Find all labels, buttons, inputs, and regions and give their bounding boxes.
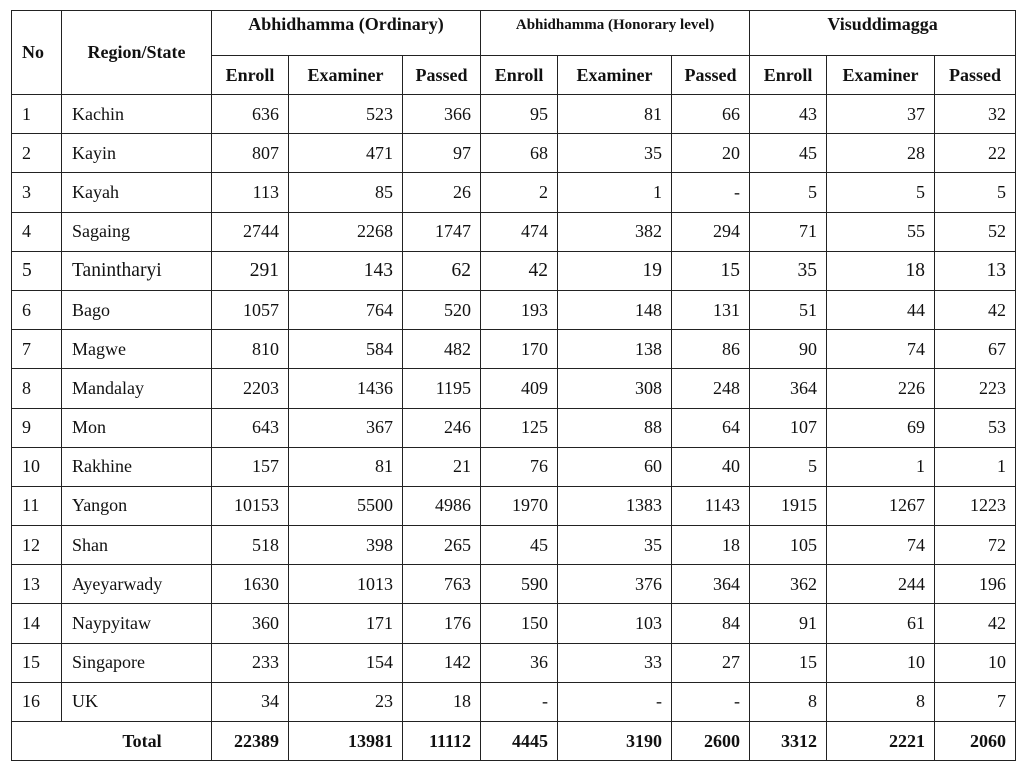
value-cell: 67 bbox=[935, 330, 1016, 369]
value-cell: 35 bbox=[558, 526, 672, 565]
value-cell: 636 bbox=[212, 95, 289, 134]
value-cell: 15 bbox=[750, 643, 827, 682]
value-cell: 471 bbox=[289, 134, 403, 173]
value-cell: 76 bbox=[481, 447, 558, 486]
value-cell: 291 bbox=[212, 251, 289, 290]
region-name: Bago bbox=[62, 290, 212, 329]
value-cell: 125 bbox=[481, 408, 558, 447]
value-cell: 171 bbox=[289, 604, 403, 643]
total-row bbox=[12, 722, 1016, 761]
table-row bbox=[12, 408, 1016, 447]
value-cell: 107 bbox=[750, 408, 827, 447]
value-cell: 1915 bbox=[750, 486, 827, 525]
table-row bbox=[12, 486, 1016, 525]
table-row bbox=[12, 447, 1016, 486]
value-cell: 1970 bbox=[481, 486, 558, 525]
value-cell: 150 bbox=[481, 604, 558, 643]
value-cell: 5 bbox=[750, 447, 827, 486]
value-cell: 1436 bbox=[289, 369, 403, 408]
value-cell: 584 bbox=[289, 330, 403, 369]
value-cell: 8 bbox=[827, 682, 935, 721]
value-cell: 763 bbox=[403, 565, 481, 604]
value-cell: 74 bbox=[827, 526, 935, 565]
table-row bbox=[12, 173, 1016, 212]
header-visuddimagga: Visuddimagga bbox=[750, 11, 1016, 56]
value-cell: 233 bbox=[212, 643, 289, 682]
row-number: 6 bbox=[12, 290, 62, 329]
header-abhidhamma-ordinary: Abhidhamma (Ordinary) bbox=[212, 11, 481, 56]
value-cell: 523 bbox=[289, 95, 403, 134]
value-cell: 64 bbox=[672, 408, 750, 447]
value-cell: 71 bbox=[750, 212, 827, 251]
value-cell: 590 bbox=[481, 565, 558, 604]
value-cell: 60 bbox=[558, 447, 672, 486]
header-passed: Passed bbox=[672, 56, 750, 95]
value-cell: 5 bbox=[750, 173, 827, 212]
header-group-row bbox=[12, 11, 1016, 56]
value-cell: 131 bbox=[672, 290, 750, 329]
value-cell: 44 bbox=[827, 290, 935, 329]
row-number: 2 bbox=[12, 134, 62, 173]
header-region: Region/State bbox=[62, 11, 212, 95]
value-cell: 20 bbox=[672, 134, 750, 173]
region-name: Kachin bbox=[62, 95, 212, 134]
value-cell: 32 bbox=[935, 95, 1016, 134]
value-cell: 35 bbox=[750, 251, 827, 290]
value-cell: 91 bbox=[750, 604, 827, 643]
value-cell: 113 bbox=[212, 173, 289, 212]
value-cell: 367 bbox=[289, 408, 403, 447]
value-cell: 43 bbox=[750, 95, 827, 134]
value-cell: 45 bbox=[481, 526, 558, 565]
value-cell: 154 bbox=[289, 643, 403, 682]
value-cell: 18 bbox=[827, 251, 935, 290]
value-cell: 42 bbox=[935, 290, 1016, 329]
value-cell: 15 bbox=[672, 251, 750, 290]
value-cell: 1143 bbox=[672, 486, 750, 525]
value-cell: 10153 bbox=[212, 486, 289, 525]
header-abhidhamma-honorary: Abhidhamma (Honorary level) bbox=[481, 11, 750, 56]
header-examiner: Examiner bbox=[827, 56, 935, 95]
table-row bbox=[12, 251, 1016, 290]
value-cell: 1013 bbox=[289, 565, 403, 604]
value-cell: 362 bbox=[750, 565, 827, 604]
value-cell: 382 bbox=[558, 212, 672, 251]
value-cell: 55 bbox=[827, 212, 935, 251]
value-cell: - bbox=[672, 173, 750, 212]
value-cell: 19 bbox=[558, 251, 672, 290]
value-cell: 90 bbox=[750, 330, 827, 369]
value-cell: 364 bbox=[672, 565, 750, 604]
value-cell: 36 bbox=[481, 643, 558, 682]
value-cell: 28 bbox=[827, 134, 935, 173]
table-row bbox=[12, 212, 1016, 251]
value-cell: 520 bbox=[403, 290, 481, 329]
value-cell: 5500 bbox=[289, 486, 403, 525]
header-enroll: Enroll bbox=[481, 56, 558, 95]
value-cell: 5 bbox=[827, 173, 935, 212]
header-examiner: Examiner bbox=[289, 56, 403, 95]
value-cell: 18 bbox=[672, 526, 750, 565]
value-cell: 223 bbox=[935, 369, 1016, 408]
region-name: Sagaing bbox=[62, 212, 212, 251]
table-row bbox=[12, 330, 1016, 369]
region-name: Kayah bbox=[62, 173, 212, 212]
table-row bbox=[12, 369, 1016, 408]
value-cell: 1223 bbox=[935, 486, 1016, 525]
total-cell: 11112 bbox=[403, 722, 481, 761]
row-number: 11 bbox=[12, 486, 62, 525]
region-name: Rakhine bbox=[62, 447, 212, 486]
value-cell: 142 bbox=[403, 643, 481, 682]
value-cell: 33 bbox=[558, 643, 672, 682]
total-cell: 2600 bbox=[672, 722, 750, 761]
value-cell: 308 bbox=[558, 369, 672, 408]
region-name: Yangon bbox=[62, 486, 212, 525]
value-cell: 170 bbox=[481, 330, 558, 369]
value-cell: 807 bbox=[212, 134, 289, 173]
value-cell: 53 bbox=[935, 408, 1016, 447]
row-number: 10 bbox=[12, 447, 62, 486]
row-number: 16 bbox=[12, 682, 62, 721]
value-cell: 13 bbox=[935, 251, 1016, 290]
region-name: Mon bbox=[62, 408, 212, 447]
total-cell: 3312 bbox=[750, 722, 827, 761]
value-cell: 61 bbox=[827, 604, 935, 643]
table-body bbox=[12, 95, 1016, 722]
value-cell: 244 bbox=[827, 565, 935, 604]
header-enroll: Enroll bbox=[212, 56, 289, 95]
value-cell: 366 bbox=[403, 95, 481, 134]
region-name: Ayeyarwady bbox=[62, 565, 212, 604]
region-name: Mandalay bbox=[62, 369, 212, 408]
header-enroll: Enroll bbox=[750, 56, 827, 95]
value-cell: 45 bbox=[750, 134, 827, 173]
header-passed: Passed bbox=[403, 56, 481, 95]
total-cell: 3190 bbox=[558, 722, 672, 761]
value-cell: 97 bbox=[403, 134, 481, 173]
value-cell: 643 bbox=[212, 408, 289, 447]
table-row bbox=[12, 682, 1016, 721]
table-row bbox=[12, 134, 1016, 173]
value-cell: 10 bbox=[827, 643, 935, 682]
value-cell: 148 bbox=[558, 290, 672, 329]
value-cell: 88 bbox=[558, 408, 672, 447]
value-cell: 294 bbox=[672, 212, 750, 251]
value-cell: 34 bbox=[212, 682, 289, 721]
value-cell: 364 bbox=[750, 369, 827, 408]
table-row bbox=[12, 95, 1016, 134]
region-name: Magwe bbox=[62, 330, 212, 369]
row-number: 12 bbox=[12, 526, 62, 565]
value-cell: 42 bbox=[935, 604, 1016, 643]
value-cell: 4986 bbox=[403, 486, 481, 525]
table-row bbox=[12, 565, 1016, 604]
value-cell: 265 bbox=[403, 526, 481, 565]
total-cell: 2221 bbox=[827, 722, 935, 761]
value-cell: 7 bbox=[935, 682, 1016, 721]
header-passed: Passed bbox=[935, 56, 1016, 95]
value-cell: 246 bbox=[403, 408, 481, 447]
value-cell: 81 bbox=[289, 447, 403, 486]
table-row bbox=[12, 643, 1016, 682]
value-cell: - bbox=[672, 682, 750, 721]
value-cell: 42 bbox=[481, 251, 558, 290]
value-cell: 68 bbox=[481, 134, 558, 173]
value-cell: 69 bbox=[827, 408, 935, 447]
header-examiner: Examiner bbox=[558, 56, 672, 95]
value-cell: 138 bbox=[558, 330, 672, 369]
value-cell: 196 bbox=[935, 565, 1016, 604]
value-cell: 474 bbox=[481, 212, 558, 251]
value-cell: 226 bbox=[827, 369, 935, 408]
value-cell: 21 bbox=[403, 447, 481, 486]
value-cell: 103 bbox=[558, 604, 672, 643]
value-cell: 409 bbox=[481, 369, 558, 408]
value-cell: 193 bbox=[481, 290, 558, 329]
value-cell: 248 bbox=[672, 369, 750, 408]
row-number: 13 bbox=[12, 565, 62, 604]
value-cell: 1 bbox=[935, 447, 1016, 486]
value-cell: 18 bbox=[403, 682, 481, 721]
value-cell: 764 bbox=[289, 290, 403, 329]
region-name: UK bbox=[62, 682, 212, 721]
exam-results-table bbox=[11, 10, 1016, 761]
region-name: Singapore bbox=[62, 643, 212, 682]
value-cell: 74 bbox=[827, 330, 935, 369]
value-cell: 40 bbox=[672, 447, 750, 486]
value-cell: 2744 bbox=[212, 212, 289, 251]
row-number: 3 bbox=[12, 173, 62, 212]
value-cell: 1 bbox=[558, 173, 672, 212]
value-cell: 85 bbox=[289, 173, 403, 212]
value-cell: 1195 bbox=[403, 369, 481, 408]
total-label: Total bbox=[12, 722, 212, 761]
total-cell: 13981 bbox=[289, 722, 403, 761]
value-cell: 8 bbox=[750, 682, 827, 721]
value-cell: 2 bbox=[481, 173, 558, 212]
table-row bbox=[12, 526, 1016, 565]
total-cell: 4445 bbox=[481, 722, 558, 761]
value-cell: 2203 bbox=[212, 369, 289, 408]
value-cell: 5 bbox=[935, 173, 1016, 212]
row-number: 8 bbox=[12, 369, 62, 408]
value-cell: 95 bbox=[481, 95, 558, 134]
header-no: No bbox=[12, 11, 62, 95]
value-cell: 810 bbox=[212, 330, 289, 369]
value-cell: 1383 bbox=[558, 486, 672, 525]
region-name: Tanintharyi bbox=[62, 251, 212, 290]
region-name: Shan bbox=[62, 526, 212, 565]
value-cell: 22 bbox=[935, 134, 1016, 173]
value-cell: 37 bbox=[827, 95, 935, 134]
value-cell: 51 bbox=[750, 290, 827, 329]
row-number: 15 bbox=[12, 643, 62, 682]
region-name: Naypyitaw bbox=[62, 604, 212, 643]
value-cell: 1057 bbox=[212, 290, 289, 329]
value-cell: 10 bbox=[935, 643, 1016, 682]
value-cell: 66 bbox=[672, 95, 750, 134]
value-cell: 81 bbox=[558, 95, 672, 134]
value-cell: 86 bbox=[672, 330, 750, 369]
value-cell: 2268 bbox=[289, 212, 403, 251]
row-number: 4 bbox=[12, 212, 62, 251]
table-footer bbox=[12, 722, 1016, 761]
value-cell: 1267 bbox=[827, 486, 935, 525]
row-number: 1 bbox=[12, 95, 62, 134]
value-cell: 157 bbox=[212, 447, 289, 486]
value-cell: 176 bbox=[403, 604, 481, 643]
value-cell: 1747 bbox=[403, 212, 481, 251]
value-cell: 376 bbox=[558, 565, 672, 604]
row-number: 5 bbox=[12, 251, 62, 290]
value-cell: - bbox=[558, 682, 672, 721]
value-cell: 482 bbox=[403, 330, 481, 369]
value-cell: 360 bbox=[212, 604, 289, 643]
table-header bbox=[12, 11, 1016, 95]
value-cell: 1 bbox=[827, 447, 935, 486]
region-name: Kayin bbox=[62, 134, 212, 173]
value-cell: 52 bbox=[935, 212, 1016, 251]
value-cell: 35 bbox=[558, 134, 672, 173]
row-number: 9 bbox=[12, 408, 62, 447]
value-cell: 26 bbox=[403, 173, 481, 212]
value-cell: 27 bbox=[672, 643, 750, 682]
value-cell: 105 bbox=[750, 526, 827, 565]
table-row bbox=[12, 290, 1016, 329]
value-cell: 143 bbox=[289, 251, 403, 290]
value-cell: 23 bbox=[289, 682, 403, 721]
value-cell: 72 bbox=[935, 526, 1016, 565]
total-cell: 22389 bbox=[212, 722, 289, 761]
row-number: 7 bbox=[12, 330, 62, 369]
row-number: 14 bbox=[12, 604, 62, 643]
value-cell: 1630 bbox=[212, 565, 289, 604]
value-cell: 84 bbox=[672, 604, 750, 643]
value-cell: 398 bbox=[289, 526, 403, 565]
value-cell: - bbox=[481, 682, 558, 721]
total-cell: 2060 bbox=[935, 722, 1016, 761]
value-cell: 518 bbox=[212, 526, 289, 565]
value-cell: 62 bbox=[403, 251, 481, 290]
table-row bbox=[12, 604, 1016, 643]
